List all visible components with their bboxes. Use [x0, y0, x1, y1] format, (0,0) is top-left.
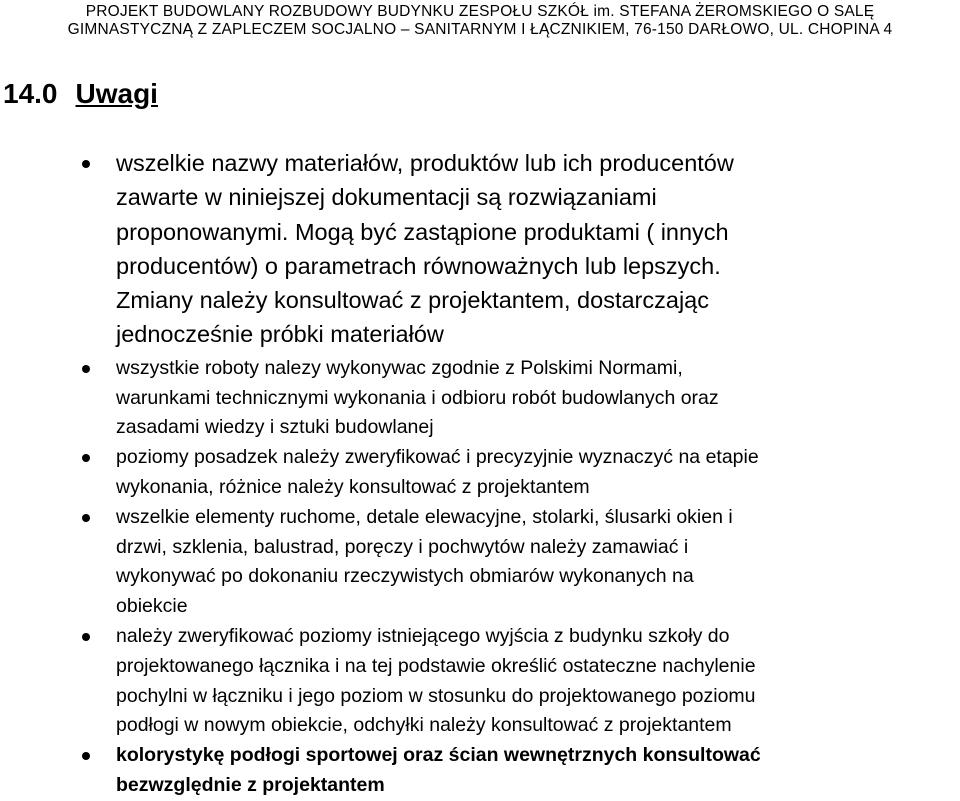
list-item-line: poziomy posadzek należy zweryfikować i precyzyjnie wyznaczyć na etapie — [116, 446, 759, 469]
list-item-line: warunkami technicznymi wykonania i odbioru robót budowlanych oraz — [116, 386, 719, 409]
list-item-line: jednocześnie próbki materiałów — [116, 321, 444, 348]
section-number: 14.0 — [3, 78, 58, 109]
section-heading — [3, 76, 158, 112]
list-item — [0, 503, 960, 622]
list-item-line: wykonania, różnice należy konsultować z projektantem — [116, 475, 590, 498]
bullet-icon — [82, 160, 90, 168]
list-item-line: bezwzględnie z projektantem — [116, 773, 385, 796]
bullet-icon — [82, 514, 90, 522]
list-item-line: projektowanego łącznika i na tej podstawie określić ostateczne nachylenie — [116, 654, 756, 677]
header-line-1: PROJEKT BUDOWLANY ROZBUDOWY BUDYNKU ZESPOŁU SZKÓŁ im. STEFANA ŻEROMSKIEGO O SALĘ — [85, 3, 875, 20]
list-item-line: pochylni w łączniku i jego poziom w stosunku do projektowanego poziomu — [116, 684, 756, 707]
section-title: Uwagi — [75, 78, 158, 109]
document-header — [0, 3, 960, 39]
bullet-icon — [82, 454, 90, 462]
list-item-line: proponowanymi. Mogą być zastąpione produktami ( innych — [116, 218, 729, 245]
list-item-line: wszelkie elementy ruchome, detale elewacyjne, stolarki, ślusarki okien i — [116, 505, 733, 528]
bullet-icon — [82, 752, 90, 760]
list-item — [0, 443, 960, 503]
list-item-line: zawarte w niniejszej dokumentacji są rozwiązaniami — [116, 184, 657, 211]
list-item-line: należy zweryfikować poziomy istniejącego wyjścia z budynku szkoły do — [116, 624, 730, 647]
list-item-line: Zmiany należy konsultować z projektantem, dostarczając — [116, 287, 709, 314]
remarks-list — [0, 146, 960, 801]
list-item-line: wszystkie roboty nalezy wykonywac zgodnie z Polskimi Normami, — [116, 356, 683, 379]
list-item-line: wszelkie nazwy materiałów, produktów lub ich producentów — [116, 150, 734, 176]
list-item-line: obiekcie — [116, 595, 188, 618]
bullet-icon — [82, 365, 90, 373]
list-item — [0, 146, 960, 352]
list-item-line: producentów) o parametrach równoważnych lub lepszych. — [116, 252, 721, 279]
list-item — [0, 741, 960, 801]
list-item-line: zasadami wiedzy i sztuki budowlanej — [116, 416, 434, 439]
list-item — [0, 622, 960, 741]
list-item-line: kolorystykę podłogi sportowej oraz ścian wewnętrznych konsultować — [116, 744, 761, 767]
bullet-icon — [82, 633, 90, 641]
header-line-2: GIMNASTYCZNĄ Z ZAPLECZEM SOCJALNO – SANITARNYM I ŁĄCZNIKIEM, 76-150 DARŁOWO, UL. CHOPINA 4 — [67, 21, 893, 38]
list-item-line: wykonywać po dokonaniu rzeczywistych obmiarów wykonanych na — [116, 565, 694, 588]
list-item-line: drzwi, szklenia, balustrad, poręczy i pochwytów należy zamawiać i — [116, 535, 689, 558]
list-item-line: podłogi w nowym obiekcie, odchyłki należy konsultować z projektantem — [116, 714, 732, 737]
list-item — [0, 354, 960, 443]
